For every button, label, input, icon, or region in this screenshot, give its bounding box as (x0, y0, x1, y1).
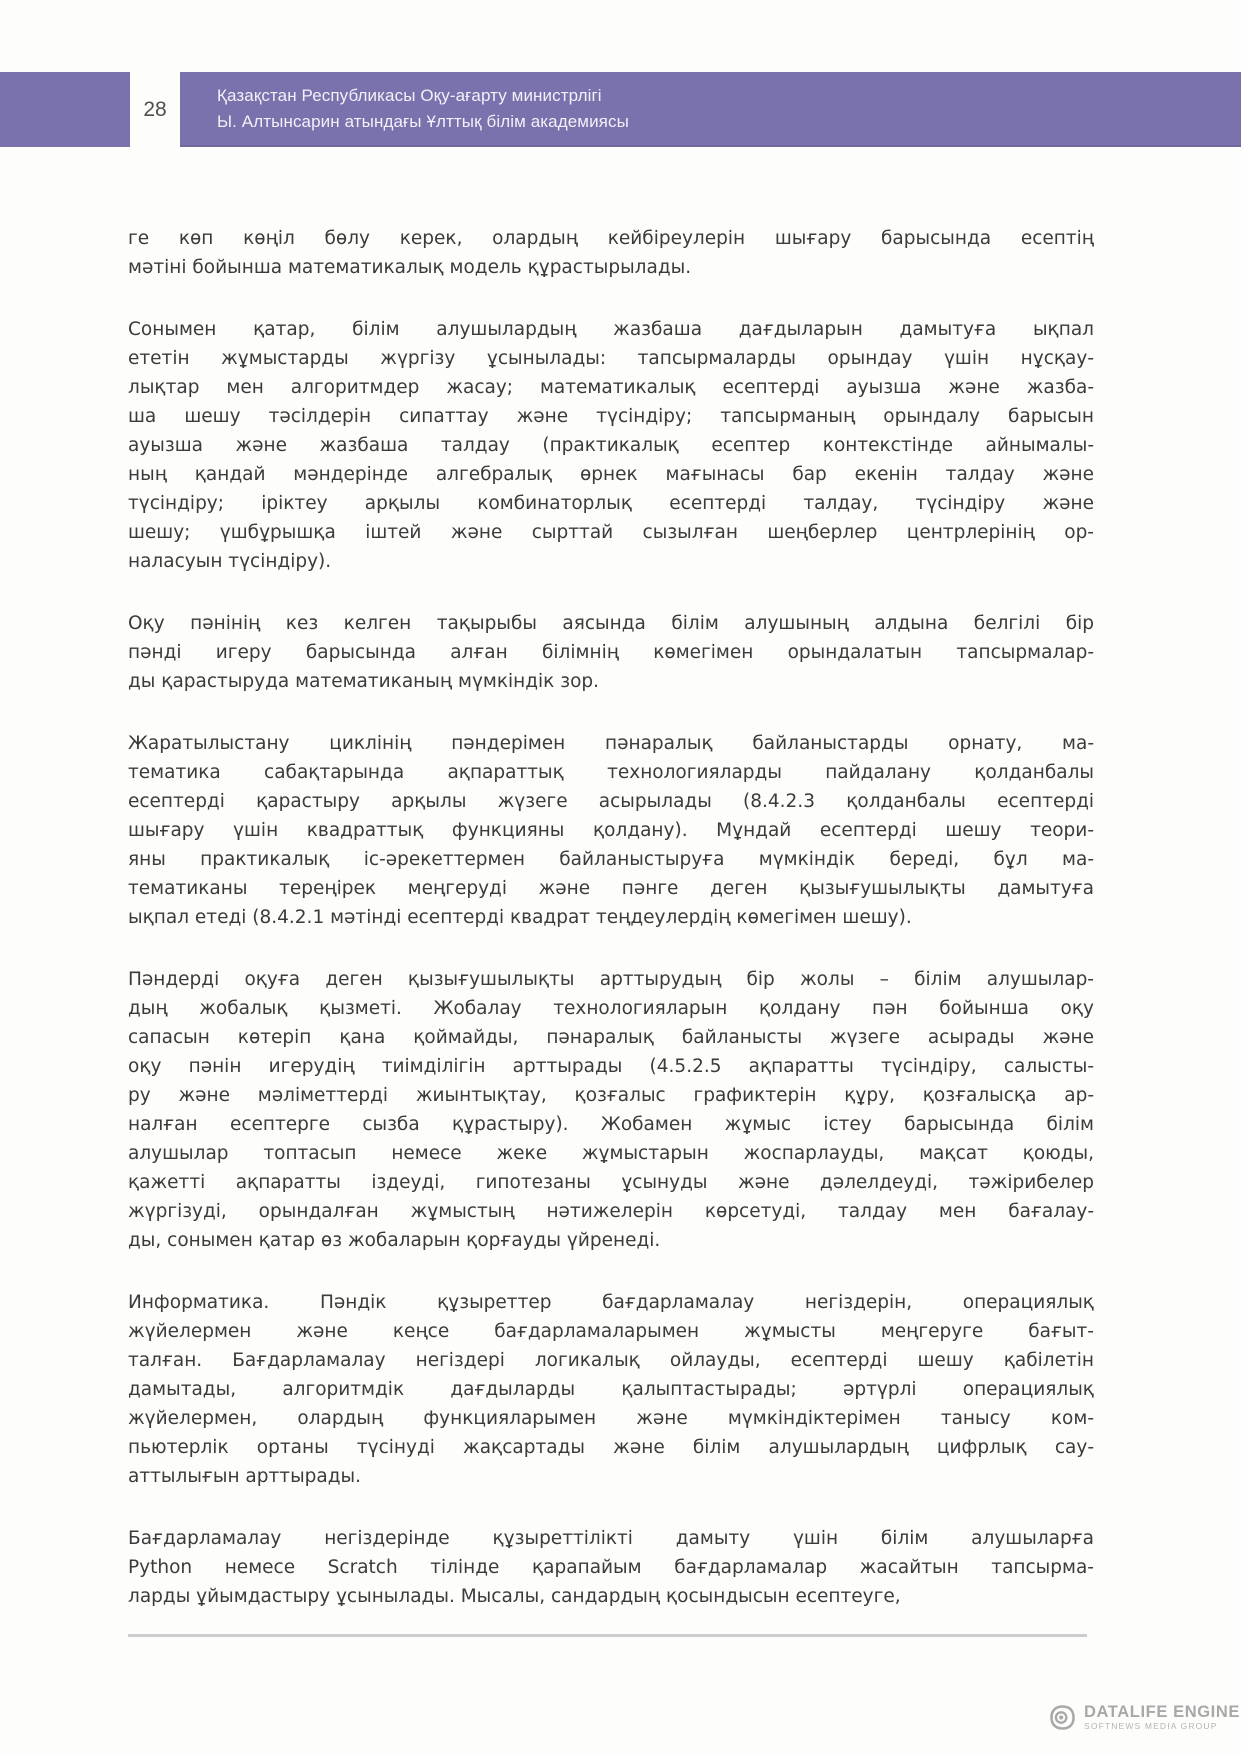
text-line: шешу; үшбұрышқа іштей және сырттай сызылған шеңберлер центрлерінің ор- (128, 522, 1094, 543)
text-line: қажетті ақпаратты іздеуді, гипотезаны ұсынуды және дәлелдеуді, тәжірибелер (128, 1172, 1094, 1193)
paragraph (128, 315, 1094, 576)
text-line: ауызша және жазбаша талдау (практикалық есептер контекстінде айнымалы- (128, 435, 1094, 456)
text-line: ша шешу тәсілдерін сипаттау және түсіндіру; тапсырманың орындалу барысын (128, 406, 1094, 427)
text-line: ларды ұйымдастыру ұсынылады. Мысалы, сандардың қосындысын есептеуге, (128, 1586, 901, 1607)
text-line: пьютерлік ортаны түсінуді жақсартады және білім алушылардың цифрлық сау- (128, 1437, 1094, 1458)
text-line: талған. Бағдарламалау негіздері логикалық ойлауды, есептерді шешу қабілетін (128, 1350, 1094, 1371)
page-number: 28 (143, 97, 167, 121)
text-line: мәтіні бойынша математикалық модель құрастырылады. (128, 257, 692, 278)
body-text (128, 224, 1094, 1644)
text-line: наласуын түсіндіру). (128, 551, 332, 572)
text-line: алушылар топтасып немесе жеке жұмыстарын жоспарлауды, мақсат қоюды, (128, 1143, 1094, 1164)
text-line: Сонымен қатар, білім алушылардың жазбаша дағдыларын дамытуға ықпал (128, 319, 1094, 340)
text-line: Информатика. Пәндік құзыреттер бағдарламалау негіздерін, операциялық (128, 1292, 1094, 1313)
paragraph (128, 965, 1094, 1255)
header-left-accent (0, 72, 130, 147)
text-line: Жаратылыстану циклінің пәндерімен пәнаралық байланыстарды орнату, ма- (128, 733, 1094, 754)
header-title-bar (180, 72, 1241, 147)
datalife-engine-logo (1048, 1703, 1240, 1732)
text-line: ықпал етеді (8.4.2.1 мәтінді есептерді квадрат теңдеулердің көмегімен шешу). (128, 907, 912, 928)
text-line: жүйелермен, олардың функцияларымен және мүмкіндіктерімен танысу ком- (128, 1408, 1094, 1429)
text-line: тематика сабақтарында ақпараттық технологияларды пайдалану қолданбалы (128, 762, 1094, 783)
header-ministry-line: Қазақстан Республикасы Оқу-ағарту министрлігі (217, 85, 602, 105)
text-line: лықтар мен алгоритмдер жасау; математикалық есептерді ауызша және жазба- (128, 377, 1094, 398)
text-line: аттылығын арттырады. (128, 1466, 362, 1487)
paragraph (128, 1288, 1094, 1491)
text-line: Оқу пәнінің кез келген тақырыбы аясында білім алушының алдына белгілі бір (128, 613, 1094, 634)
text-line: дамытады, алгоритмдік дағдыларды қалыптастырады; әртүрлі операциялық (128, 1379, 1094, 1400)
text-line: налған есептерге сызба құрастыру). Жобамен жұмыс істеу барысында білім (128, 1114, 1094, 1135)
footer-divider (128, 1634, 1087, 1637)
page-header (0, 72, 1241, 147)
text-line: түсіндіру; іріктеу арқылы комбинаторлық есептерді талдау, түсіндіру және (128, 493, 1094, 514)
text-line: дың жобалық қызметі. Жобалау технологияларын қолдану пән бойынша оқу (128, 998, 1094, 1019)
paragraph (128, 609, 1094, 696)
text-line: шығару үшін квадраттық функцияны қолдану). Мұндай есептерді шешу теори- (128, 820, 1094, 841)
logo-text (1084, 1703, 1240, 1732)
text-line: ететін жұмыстарды жүргізу ұсынылады: тапсырмаларды орындау үшін нұсқау- (128, 348, 1094, 369)
paragraph (128, 1524, 1094, 1611)
text-line: жүйелермен және кеңсе бағдарламаларымен жұмысты меңгеруге бағыт- (128, 1321, 1094, 1342)
text-line: ру және мәліметтерді жиынтықтау, қозғалыс графиктерін құру, қозғалысқа ар- (128, 1085, 1094, 1106)
text-line: Пәндерді оқуға деген қызығушылықты арттырудың бір жолы – білім алушылар- (128, 969, 1094, 990)
paragraph (128, 729, 1094, 932)
text-line: ның қандай мәндерінде алгебралық өрнек мағынасы бар екенін талдау және (128, 464, 1094, 485)
text-line: яны практикалық іс-әрекеттермен байланыстыруға мүмкіндік береді, бұл ма- (128, 849, 1094, 870)
header-academy-line: Ы. Алтынсарин атындағы Ұлттық білім академиясы (217, 111, 629, 131)
text-line: тематиканы тереңірек меңгеруді және пәнге деген қызығушылықты дамытуға (128, 878, 1094, 899)
paragraph (128, 224, 1094, 282)
text-line: Бағдарламалау негіздерінде құзыреттілікті дамыту үшін білім алушыларға (128, 1528, 1094, 1549)
text-line: оқу пәнін игерудің тиімділігін арттырады (4.5.2.5 ақпаратты түсіндіру, салысты- (128, 1056, 1094, 1077)
text-line: есептерді қарастыру арқылы жүзеге асырылады (8.4.2.3 қолданбалы есептерді (128, 791, 1094, 812)
text-line: ды, сонымен қатар өз жобаларын қорғауды үйренеді. (128, 1230, 661, 1251)
text-line: ге көп көңіл бөлу керек, олардың кейбіреулерін шығару барысында есептің (128, 228, 1094, 249)
text-line: ды қарастыруда математиканың мүмкіндік зор. (128, 671, 600, 692)
logo-title: DATALIFE ENGINE (1084, 1703, 1240, 1721)
text-line: Python немесе Scratch тілінде қарапайым бағдарламалар жасайтын тапсырма- (128, 1557, 1094, 1578)
text-line: жүргізуді, орындалған жұмыстың нәтижелерін көрсетуді, талдау мен бағалау- (128, 1201, 1094, 1222)
logo-subtitle: SOFTNEWS MEDIA GROUP (1084, 1721, 1218, 1731)
text-line: пәнді игеру барысында алған білімнің көмегімен орындалатын тапсырмалар- (128, 642, 1094, 663)
text-line: сапасын көтеріп қана қоймайды, пәнаралық байланысты жүзеге асырады және (128, 1027, 1094, 1048)
dle-eye-icon (1048, 1703, 1077, 1732)
